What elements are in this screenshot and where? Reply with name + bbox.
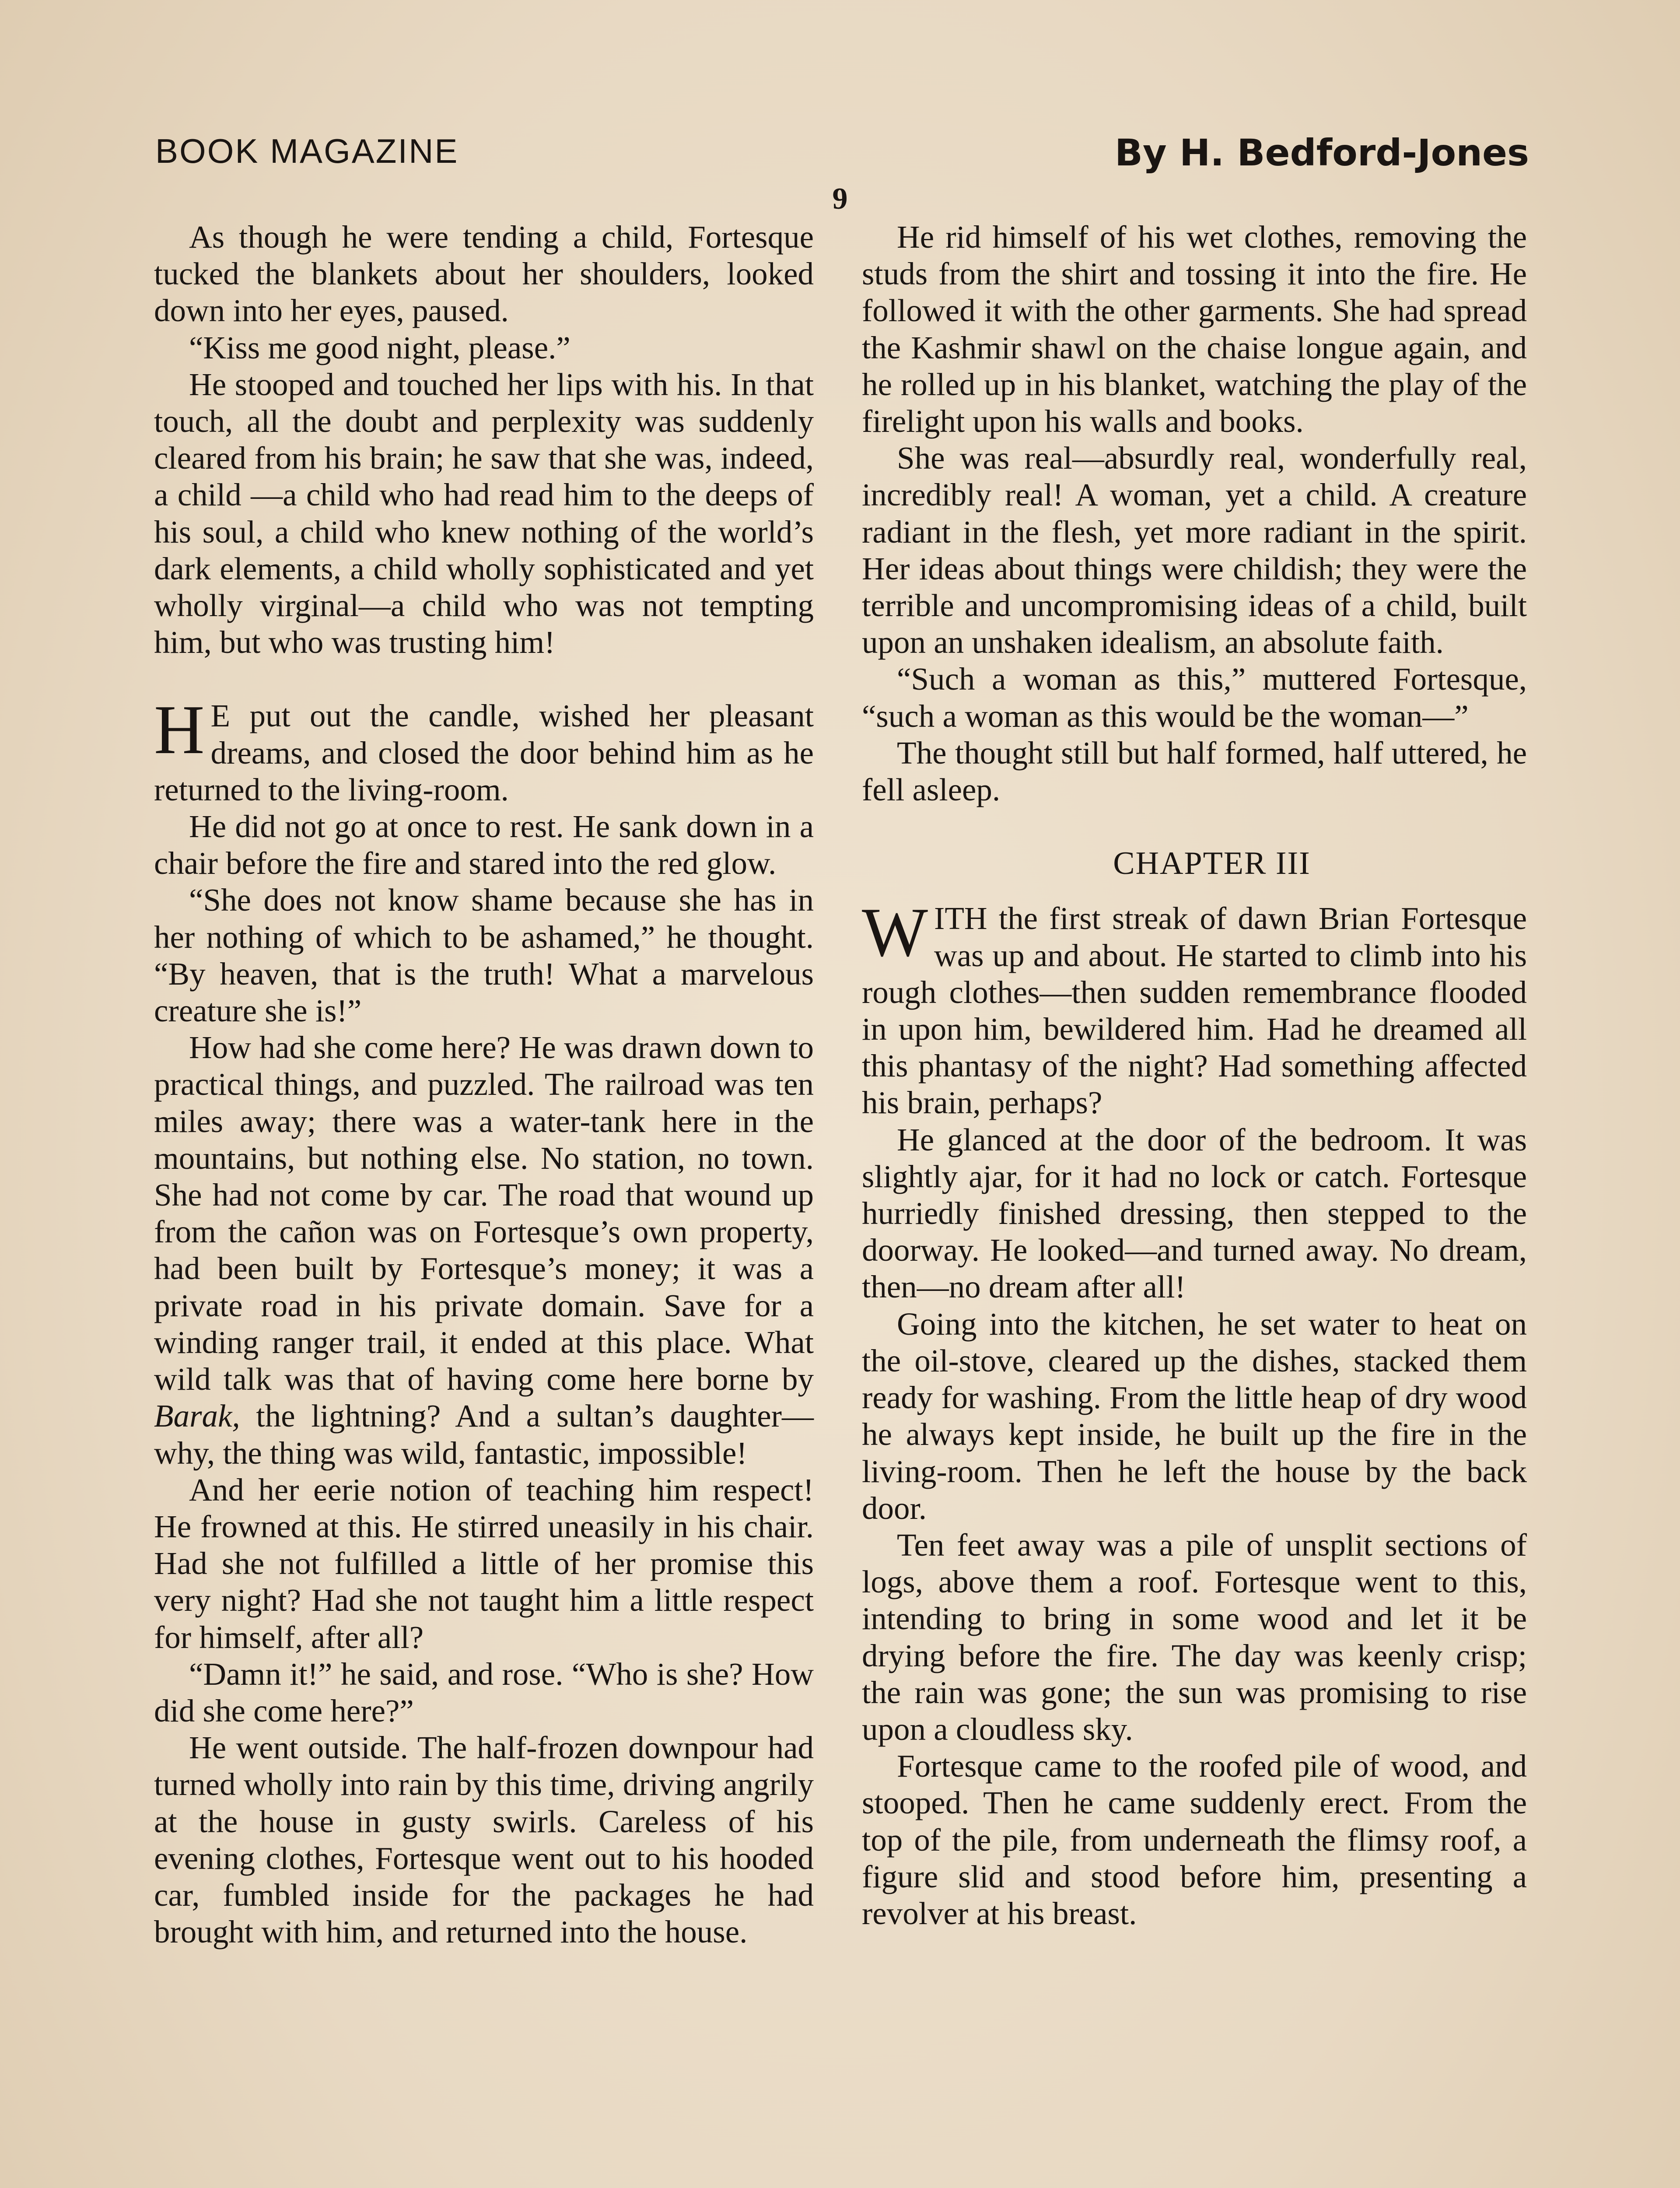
paragraph: He did not go at once to rest. He sank down in a chair before the fire and stared into the red glow. [154, 809, 814, 881]
paragraph-text: E put out the candle, wished her pleasant dreams, and closed the door behind him as he returned to the living-room. [154, 698, 814, 807]
right-column [862, 219, 1527, 1932]
spacer [862, 882, 1527, 900]
author-byline: By H. Bedford-Jones [1114, 131, 1529, 174]
section-break [154, 661, 814, 698]
paragraph: “Damn it!” he said, and rose. “Who is she? How did she come here?” [154, 1656, 814, 1729]
paragraph-text: the lightning? And a sultan’s daughter—why, the thing was wild, fantastic, impossible! [154, 1398, 814, 1471]
paragraph: Going into the kitchen, he set water to heat on the oil-stove, cleared up the dishes, stacked them ready for washing. From the little heap of dry wood he always kept inside, he built up the fire in the living-room. Then he left the house by the back door. [862, 1306, 1527, 1526]
paragraph-text: How had she come here? He was drawn down to practical things, and puzzled. The railroad was ten miles away; there was a water-tank here in the mountains, but nothing else. No station, no town. She had not come by car. The road that wound up from the cañon was on Fortesque’s own property, had been built by Fortesque’s money; it was a private road in his private domain. Save for a winding ranger trail, it ended at this place. What wild talk was that of having come here borne by [154, 1030, 814, 1397]
section-break [862, 808, 1527, 845]
paragraph-text: ITH the first streak of dawn Brian Fortesque was up and about. He started to climb into his rough clothes—then sudden remembrance flooded in upon him, bewildered him. Had he dreamed all this phantasy of the night? Had something affected his brain, perhaps? [862, 901, 1527, 1121]
paragraph: “She does not know shame because she has in her nothing of which to be ashamed,” he thought. “By heaven, that is the truth! What a marvelous creature she is!” [154, 882, 814, 1029]
paragraph: Fortesque came to the roofed pile of wood, and stooped. Then he came suddenly erect. From the top of the pile, from underneath the flimsy roof, a figure slid and stood before him, presenting a revolver at his breast. [862, 1748, 1527, 1931]
dropcap-paragraph [154, 691, 814, 808]
chapter-heading: CHAPTER III [1113, 845, 1311, 882]
paragraph: He rid himself of his wet clothes, removing the studs from the shirt and tossing it into the fire. He followed it with the other garments. She had spread the Kashmir shawl on the chaise longue again, and he rolled up in his blanket, watching the play of the firelight upon his walls and books. [862, 219, 1527, 439]
paragraph: She was real—absurdly real, wonderfully real, incredibly real! A woman, yet a child. A creature radiant in the flesh, yet more radiant in the spirit. Her ideas about things were childish; they were the terrible and uncompromising ideas of a child, built upon an unshaken idealism, an absolute faith. [862, 440, 1527, 660]
paragraph: “Kiss me good night, please.” [189, 330, 570, 365]
paragraph [154, 1029, 814, 1471]
paragraph: He stooped and touched her lips with his. In that touch, all the doubt and perplexity was suddenly cleared from his brain; he saw that she was, indeed, a child —a child who had read him to the deeps of his soul, a child who knew nothing of the world’s dark elements, a child wholly sophisticated and yet wholly virginal—a child who was not tempting him, but who was trusting him! [154, 366, 814, 660]
drop-cap: W [862, 893, 928, 971]
paragraph: He went outside. The half-frozen downpour had turned wholly into rain by this time, driving angrily at the house in gusty swirls. Careless of his evening clothes, Fortesque went out to his hooded car, fumbled inside for the packages he had brought with him, and returned into the house. [154, 1730, 814, 1950]
page-number: 9 [832, 182, 848, 216]
italic-word: Barak, [154, 1398, 240, 1434]
paragraph: As though he were tending a child, Fortesque tucked the blankets about her shoulders, looked down into her eyes, paused. [154, 219, 814, 329]
left-column [154, 219, 814, 1950]
paragraph: The thought still but half formed, half uttered, he fell asleep. [862, 735, 1527, 808]
drop-cap: H [154, 691, 205, 769]
dropcap-paragraph [862, 893, 1527, 1121]
magazine-title: BOOK MAGAZINE [155, 132, 459, 170]
paragraph: He glanced at the door of the bedroom. It was slightly ajar, for it had no lock or catch. Fortesque hurriedly finished dressing, then stepped to the doorway. He looked—and turned away. No dream, then—no dream after all! [862, 1122, 1527, 1305]
page-header [155, 131, 1529, 179]
paragraph: And her eerie notion of teaching him respect! He frowned at this. He stirred uneasily in his chair. Had she not fulfilled a little of her promise this very night? Had she not taught him a little respect for himself, after all? [154, 1472, 814, 1655]
paragraph: Ten feet away was a pile of unsplit sections of logs, above them a roof. Fortesque went to this, intending to bring in some wood and let it be drying before the fire. The day was keenly crisp; the rain was gone; the sun was promising to rise upon a cloudless sky. [862, 1527, 1527, 1747]
paragraph: “Such a woman as this,” muttered Fortesque, “such a woman as this would be the woman—” [862, 661, 1527, 734]
